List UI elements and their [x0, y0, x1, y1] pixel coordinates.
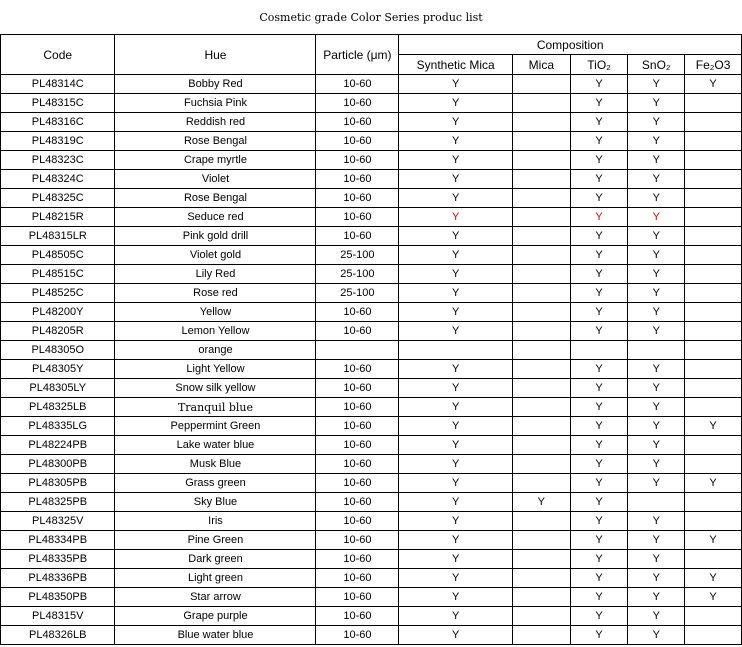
cell-synthetic-mica: Y	[399, 189, 513, 208]
cell-particle: 10-60	[316, 550, 399, 569]
cell-synthetic-mica: Y	[399, 322, 513, 341]
cell-synthetic-mica: Y	[399, 227, 513, 246]
cell-sno2: Y	[628, 303, 685, 322]
cell-code: PL48335PB	[1, 550, 115, 569]
cell-code: PL48300PB	[1, 455, 115, 474]
cell-fe2o3	[685, 113, 742, 132]
cell-code: PL48315V	[1, 607, 115, 626]
table-row	[1, 246, 742, 265]
table-row	[1, 170, 742, 189]
cell-code: PL48525C	[1, 284, 115, 303]
cell-particle: 10-60	[316, 512, 399, 531]
table-row	[1, 569, 742, 588]
cell-sno2	[628, 493, 685, 512]
cell-sno2: Y	[628, 265, 685, 284]
cell-particle: 10-60	[316, 474, 399, 493]
cell-code: PL48325LB	[1, 398, 115, 417]
cell-tio2: Y	[570, 493, 628, 512]
header-synthetic-mica: Synthetic Mica	[399, 55, 513, 75]
table-row	[1, 113, 742, 132]
table-row	[1, 550, 742, 569]
cell-particle: 10-60	[316, 455, 399, 474]
cell-tio2: Y	[570, 398, 628, 417]
page-title: Cosmetic grade Color Series produc list	[259, 10, 483, 24]
cell-tio2: Y	[570, 417, 628, 436]
cell-particle: 10-60	[316, 398, 399, 417]
cell-sno2: Y	[628, 322, 685, 341]
cell-mica	[513, 626, 571, 645]
cell-particle: 10-60	[316, 189, 399, 208]
cell-code: PL48314C	[1, 75, 115, 94]
cell-hue: Yellow	[115, 303, 316, 322]
table-row	[1, 531, 742, 550]
cell-tio2: Y	[570, 512, 628, 531]
cell-hue: Iris	[115, 512, 316, 531]
cell-synthetic-mica: Y	[399, 493, 513, 512]
cell-synthetic-mica: Y	[399, 265, 513, 284]
cell-tio2: Y	[570, 455, 628, 474]
cell-sno2: Y	[628, 569, 685, 588]
cell-fe2o3	[685, 379, 742, 398]
cell-sno2: Y	[628, 531, 685, 550]
cell-particle: 10-60	[316, 94, 399, 113]
cell-mica	[513, 322, 571, 341]
cell-mica	[513, 455, 571, 474]
cell-hue: Reddish red	[115, 113, 316, 132]
cell-sno2: Y	[628, 227, 685, 246]
cell-synthetic-mica: Y	[399, 531, 513, 550]
cell-hue: Pink gold drill	[115, 227, 316, 246]
cell-sno2: Y	[628, 189, 685, 208]
cell-particle: 25-100	[316, 246, 399, 265]
cell-mica	[513, 550, 571, 569]
cell-particle: 10-60	[316, 170, 399, 189]
cell-tio2: Y	[570, 360, 628, 379]
cell-fe2o3	[685, 246, 742, 265]
cell-mica	[513, 436, 571, 455]
cell-hue: Star arrow	[115, 588, 316, 607]
cell-sno2: Y	[628, 360, 685, 379]
cell-fe2o3: Y	[685, 588, 742, 607]
cell-synthetic-mica: Y	[399, 360, 513, 379]
cell-tio2: Y	[570, 607, 628, 626]
cell-sno2: Y	[628, 455, 685, 474]
cell-synthetic-mica: Y	[399, 284, 513, 303]
cell-fe2o3	[685, 284, 742, 303]
cell-fe2o3	[685, 227, 742, 246]
cell-tio2: Y	[570, 170, 628, 189]
cell-particle: 10-60	[316, 151, 399, 170]
cell-synthetic-mica: Y	[399, 512, 513, 531]
cell-fe2o3	[685, 493, 742, 512]
cell-hue: Lily Red	[115, 265, 316, 284]
cell-particle: 10-60	[316, 569, 399, 588]
header-hue: Hue	[115, 35, 316, 75]
cell-fe2o3	[685, 265, 742, 284]
cell-particle: 10-60	[316, 227, 399, 246]
cell-tio2: Y	[570, 151, 628, 170]
cell-tio2: Y	[570, 189, 628, 208]
table-row	[1, 132, 742, 151]
table-row	[1, 398, 742, 417]
cell-fe2o3: Y	[685, 417, 742, 436]
cell-hue: Musk Blue	[115, 455, 316, 474]
cell-code: PL48325C	[1, 189, 115, 208]
product-table	[0, 34, 742, 645]
cell-particle: 10-60	[316, 436, 399, 455]
table-row	[1, 360, 742, 379]
cell-hue: Violet	[115, 170, 316, 189]
cell-sno2: Y	[628, 246, 685, 265]
cell-synthetic-mica: Y	[399, 94, 513, 113]
header-sno2: SnO₂	[628, 55, 685, 75]
cell-fe2o3: Y	[685, 75, 742, 94]
cell-mica: Y	[513, 493, 571, 512]
cell-hue: Rose red	[115, 284, 316, 303]
table-row	[1, 75, 742, 94]
cell-synthetic-mica: Y	[399, 75, 513, 94]
table-row	[1, 265, 742, 284]
cell-tio2: Y	[570, 75, 628, 94]
cell-synthetic-mica: Y	[399, 208, 513, 227]
cell-fe2o3	[685, 208, 742, 227]
cell-synthetic-mica: Y	[399, 303, 513, 322]
cell-mica	[513, 265, 571, 284]
cell-code: PL48505C	[1, 246, 115, 265]
table-row	[1, 94, 742, 113]
cell-synthetic-mica: Y	[399, 569, 513, 588]
cell-hue: Seduce red	[115, 208, 316, 227]
cell-hue: Crape myrtle	[115, 151, 316, 170]
cell-code: PL48326LB	[1, 626, 115, 645]
cell-hue: Dark green	[115, 550, 316, 569]
cell-tio2: Y	[570, 303, 628, 322]
cell-sno2: Y	[628, 417, 685, 436]
cell-code: PL48350PB	[1, 588, 115, 607]
cell-code: PL48334PB	[1, 531, 115, 550]
cell-hue: Blue water blue	[115, 626, 316, 645]
cell-mica	[513, 531, 571, 550]
cell-synthetic-mica: Y	[399, 113, 513, 132]
cell-mica	[513, 398, 571, 417]
cell-hue: Grass green	[115, 474, 316, 493]
cell-hue: Light Yellow	[115, 360, 316, 379]
cell-tio2: Y	[570, 436, 628, 455]
cell-mica	[513, 208, 571, 227]
cell-sno2: Y	[628, 474, 685, 493]
cell-sno2: Y	[628, 379, 685, 398]
cell-fe2o3	[685, 170, 742, 189]
cell-synthetic-mica	[399, 341, 513, 360]
cell-hue: Lemon Yellow	[115, 322, 316, 341]
cell-mica	[513, 189, 571, 208]
cell-tio2: Y	[570, 132, 628, 151]
cell-code: PL48200Y	[1, 303, 115, 322]
cell-hue: Violet gold	[115, 246, 316, 265]
cell-code: PL48224PB	[1, 436, 115, 455]
cell-mica	[513, 75, 571, 94]
cell-particle: 10-60	[316, 607, 399, 626]
cell-hue: Pine Green	[115, 531, 316, 550]
cell-hue: Rose Bengal	[115, 189, 316, 208]
cell-mica	[513, 379, 571, 398]
cell-mica	[513, 132, 571, 151]
cell-tio2: Y	[570, 322, 628, 341]
cell-hue: Grape purple	[115, 607, 316, 626]
cell-mica	[513, 569, 571, 588]
cell-sno2: Y	[628, 607, 685, 626]
cell-particle: 10-60	[316, 417, 399, 436]
cell-synthetic-mica: Y	[399, 455, 513, 474]
cell-particle: 10-60	[316, 132, 399, 151]
cell-synthetic-mica: Y	[399, 246, 513, 265]
cell-hue: Fuchsia Pink	[115, 94, 316, 113]
table-row	[1, 417, 742, 436]
cell-hue: Snow silk yellow	[115, 379, 316, 398]
cell-code: PL48305O	[1, 341, 115, 360]
table-row	[1, 493, 742, 512]
cell-tio2: Y	[570, 626, 628, 645]
table-row	[1, 455, 742, 474]
header-fe2o3: Fe₂O3	[685, 55, 742, 75]
cell-hue: orange	[115, 341, 316, 360]
cell-mica	[513, 588, 571, 607]
cell-particle: 10-60	[316, 208, 399, 227]
cell-fe2o3	[685, 550, 742, 569]
cell-tio2: Y	[570, 550, 628, 569]
cell-sno2: Y	[628, 550, 685, 569]
cell-hue: Bobby Red	[115, 75, 316, 94]
table-row	[1, 322, 742, 341]
header-particle: Particle (μm)	[316, 35, 399, 75]
cell-code: PL48325PB	[1, 493, 115, 512]
cell-hue: Lake water blue	[115, 436, 316, 455]
header-mica: Mica	[513, 55, 571, 75]
cell-tio2: Y	[570, 227, 628, 246]
cell-code: PL48315C	[1, 94, 115, 113]
cell-tio2: Y	[570, 113, 628, 132]
table-row	[1, 189, 742, 208]
cell-mica	[513, 303, 571, 322]
table-row	[1, 227, 742, 246]
cell-code: PL48316C	[1, 113, 115, 132]
cell-synthetic-mica: Y	[399, 474, 513, 493]
cell-mica	[513, 607, 571, 626]
table-row	[1, 284, 742, 303]
cell-fe2o3	[685, 303, 742, 322]
table-row	[1, 588, 742, 607]
cell-sno2: Y	[628, 151, 685, 170]
cell-synthetic-mica: Y	[399, 550, 513, 569]
table-row	[1, 607, 742, 626]
table-row	[1, 626, 742, 645]
cell-synthetic-mica: Y	[399, 607, 513, 626]
cell-mica	[513, 227, 571, 246]
cell-sno2: Y	[628, 113, 685, 132]
cell-particle: 10-60	[316, 379, 399, 398]
cell-particle: 10-60	[316, 113, 399, 132]
cell-mica	[513, 512, 571, 531]
cell-code: PL48336PB	[1, 569, 115, 588]
cell-synthetic-mica: Y	[399, 588, 513, 607]
cell-sno2: Y	[628, 132, 685, 151]
cell-particle: 10-60	[316, 531, 399, 550]
cell-mica	[513, 360, 571, 379]
cell-particle: 25-100	[316, 265, 399, 284]
cell-synthetic-mica: Y	[399, 626, 513, 645]
table-row	[1, 208, 742, 227]
header-tio2: TiO₂	[570, 55, 628, 75]
table-row	[1, 151, 742, 170]
cell-tio2: Y	[570, 531, 628, 550]
cell-sno2: Y	[628, 75, 685, 94]
cell-synthetic-mica: Y	[399, 132, 513, 151]
cell-sno2: Y	[628, 94, 685, 113]
cell-mica	[513, 341, 571, 360]
cell-fe2o3	[685, 607, 742, 626]
cell-code: PL48323C	[1, 151, 115, 170]
cell-code: PL48335LG	[1, 417, 115, 436]
cell-sno2: Y	[628, 588, 685, 607]
cell-fe2o3: Y	[685, 474, 742, 493]
cell-mica	[513, 170, 571, 189]
cell-mica	[513, 246, 571, 265]
cell-fe2o3	[685, 626, 742, 645]
cell-code: PL48319C	[1, 132, 115, 151]
cell-code: PL48515C	[1, 265, 115, 284]
cell-particle	[316, 341, 399, 360]
cell-particle: 10-60	[316, 322, 399, 341]
table-row	[1, 379, 742, 398]
cell-fe2o3	[685, 132, 742, 151]
cell-fe2o3	[685, 360, 742, 379]
cell-code: PL48305LY	[1, 379, 115, 398]
cell-hue: Sky Blue	[115, 493, 316, 512]
table-row	[1, 303, 742, 322]
cell-sno2	[628, 341, 685, 360]
cell-sno2: Y	[628, 436, 685, 455]
cell-particle: 10-60	[316, 360, 399, 379]
cell-hue: Rose Bengal	[115, 132, 316, 151]
cell-fe2o3	[685, 455, 742, 474]
cell-hue: Light green	[115, 569, 316, 588]
cell-fe2o3	[685, 322, 742, 341]
cell-synthetic-mica: Y	[399, 436, 513, 455]
cell-mica	[513, 474, 571, 493]
cell-mica	[513, 94, 571, 113]
header-code: Code	[1, 35, 115, 75]
cell-tio2: Y	[570, 265, 628, 284]
cell-sno2: Y	[628, 170, 685, 189]
cell-particle: 10-60	[316, 303, 399, 322]
cell-tio2: Y	[570, 569, 628, 588]
cell-particle: 10-60	[316, 588, 399, 607]
cell-code: PL48305PB	[1, 474, 115, 493]
cell-code: PL48325V	[1, 512, 115, 531]
cell-particle: 25-100	[316, 284, 399, 303]
cell-fe2o3	[685, 512, 742, 531]
cell-synthetic-mica: Y	[399, 151, 513, 170]
cell-code: PL48205R	[1, 322, 115, 341]
cell-code: PL48215R	[1, 208, 115, 227]
cell-fe2o3	[685, 151, 742, 170]
cell-sno2: Y	[628, 512, 685, 531]
cell-tio2: Y	[570, 474, 628, 493]
cell-code: PL48324C	[1, 170, 115, 189]
cell-code: PL48305Y	[1, 360, 115, 379]
table-row	[1, 474, 742, 493]
cell-sno2: Y	[628, 398, 685, 417]
cell-sno2: Y	[628, 626, 685, 645]
cell-particle: 10-60	[316, 493, 399, 512]
cell-fe2o3: Y	[685, 531, 742, 550]
table-row	[1, 341, 742, 360]
cell-fe2o3	[685, 436, 742, 455]
cell-particle: 10-60	[316, 626, 399, 645]
cell-tio2: Y	[570, 94, 628, 113]
table-row	[1, 512, 742, 531]
cell-sno2: Y	[628, 208, 685, 227]
cell-fe2o3	[685, 94, 742, 113]
cell-synthetic-mica: Y	[399, 398, 513, 417]
cell-particle: 10-60	[316, 75, 399, 94]
cell-hue: Peppermint Green	[115, 417, 316, 436]
cell-tio2: Y	[570, 588, 628, 607]
cell-fe2o3	[685, 341, 742, 360]
cell-mica	[513, 113, 571, 132]
cell-synthetic-mica: Y	[399, 417, 513, 436]
cell-mica	[513, 151, 571, 170]
cell-sno2: Y	[628, 284, 685, 303]
cell-fe2o3: Y	[685, 569, 742, 588]
header-composition: Composition	[399, 35, 742, 55]
cell-tio2	[570, 341, 628, 360]
table-row	[1, 436, 742, 455]
cell-code: PL48315LR	[1, 227, 115, 246]
cell-tio2: Y	[570, 379, 628, 398]
cell-tio2: Y	[570, 208, 628, 227]
cell-synthetic-mica: Y	[399, 379, 513, 398]
cell-mica	[513, 417, 571, 436]
cell-fe2o3	[685, 189, 742, 208]
cell-hue: Tranquil blue	[115, 398, 316, 417]
cell-tio2: Y	[570, 284, 628, 303]
cell-tio2: Y	[570, 246, 628, 265]
cell-synthetic-mica: Y	[399, 170, 513, 189]
cell-fe2o3	[685, 398, 742, 417]
cell-mica	[513, 284, 571, 303]
